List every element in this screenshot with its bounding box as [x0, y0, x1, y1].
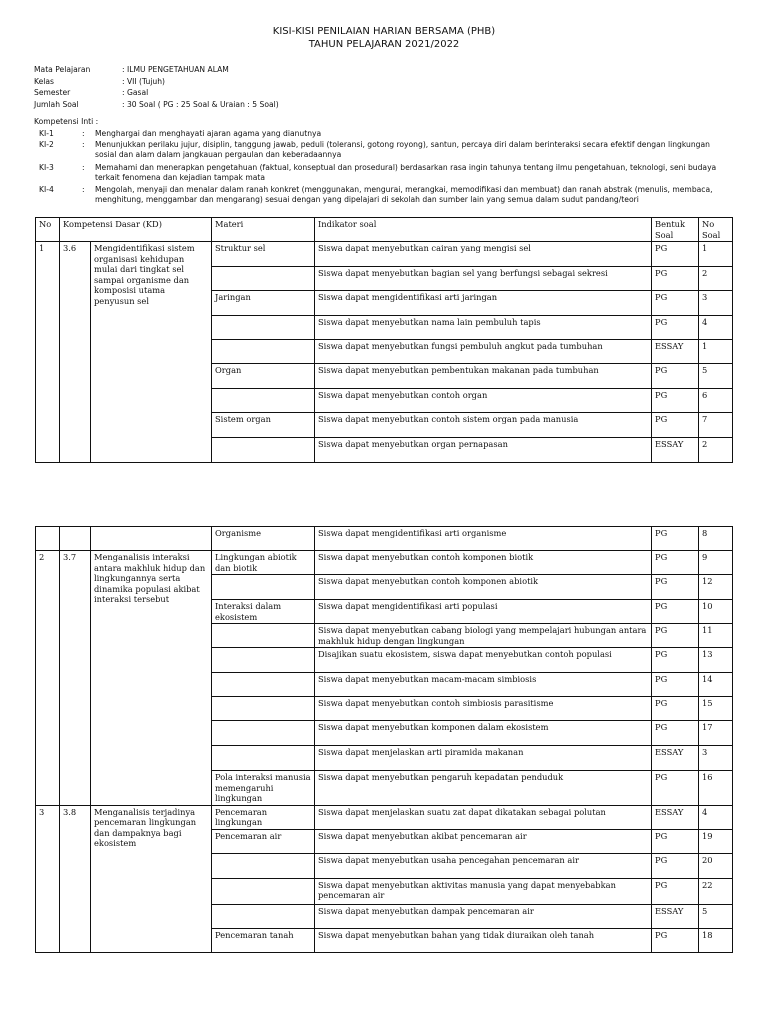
- cell-indikator: Siswa dapat menyebutkan cabang biologi yang mempelajari hubungan antara makhluk hidup dengan lingkungan: [315, 624, 652, 648]
- cell-materi: [212, 648, 315, 673]
- document-subtitle: TAHUN PELAJARAN 2021/2022: [308, 39, 460, 50]
- cell-materi: [212, 316, 315, 340]
- cell-no: 3: [36, 805, 60, 952]
- table-header-row: [36, 218, 733, 242]
- cell-materi: [212, 673, 315, 697]
- cell-indikator: Siswa dapat menyebutkan akibat pencemaran air: [315, 829, 652, 853]
- cell-materi: Pencemaran air: [212, 829, 315, 853]
- meta-value: : 30 Soal ( PG : 25 Soal & Uraian : 5 Soal): [122, 99, 279, 109]
- cell-indikator: Siswa dapat menyebutkan contoh organ: [315, 389, 652, 413]
- cell-materi: [212, 697, 315, 721]
- document-title: KISI-KISI PENILAIAN HARIAN BERSAMA (PHB): [272, 26, 496, 37]
- cell-materi: Pencemaran lingkungan: [212, 805, 315, 829]
- cell-no-soal: 12: [699, 575, 733, 600]
- cell-bentuk-soal: PG: [652, 267, 699, 291]
- header-no-soal: No Soal: [699, 218, 733, 242]
- table-row: [36, 242, 733, 267]
- cell-materi: [212, 853, 315, 878]
- core-competency-item: [34, 140, 734, 162]
- cell-materi: Organ: [212, 364, 315, 389]
- cell-bentuk-soal: PG: [652, 673, 699, 697]
- core-competency-item: [34, 163, 734, 185]
- cell-materi: Lingkungan abiotik dan biotik: [212, 551, 315, 575]
- ki-colon: :: [82, 129, 85, 138]
- cell-materi: [212, 746, 315, 771]
- cell-no-soal: 1: [699, 340, 733, 364]
- header-no: No: [36, 218, 60, 242]
- cell-bentuk-soal: PG: [652, 928, 699, 952]
- cell-bentuk-soal: PG: [652, 829, 699, 853]
- meta-label: Kelas: [34, 76, 54, 86]
- cell-materi: Jaringan: [212, 291, 315, 316]
- cell-materi: [212, 267, 315, 291]
- ki-colon: :: [82, 185, 85, 194]
- cell-no: 2: [36, 551, 60, 806]
- cell-materi: Pencemaran tanah: [212, 928, 315, 952]
- core-competency-heading: Kompetensi Inti :: [34, 117, 99, 126]
- cell-bentuk-soal: PG: [652, 413, 699, 438]
- cell-no-soal: 2: [699, 438, 733, 463]
- cell-bentuk-soal: ESSAY: [652, 438, 699, 463]
- table-row: [36, 805, 733, 829]
- cell-indikator: Siswa dapat menjelaskan suatu zat dapat dikatakan sebagai polutan: [315, 805, 652, 829]
- cell-bentuk-soal: ESSAY: [652, 805, 699, 829]
- cell-no-soal: 6: [699, 389, 733, 413]
- cell-indikator: Siswa dapat menyebutkan pengaruh kepadatan penduduk: [315, 771, 652, 806]
- cell-no-soal: 9: [699, 551, 733, 575]
- cell-bentuk-soal: PG: [652, 364, 699, 389]
- cell-bentuk-soal: PG: [652, 697, 699, 721]
- cell-indikator: Siswa dapat menyebutkan pembentukan makanan pada tumbuhan: [315, 364, 652, 389]
- cell-indikator: Siswa dapat menyebutkan cairan yang mengisi sel: [315, 242, 652, 267]
- meta-value: : ILMU PENGETAHUAN ALAM: [122, 65, 229, 74]
- cell-kd-text: [91, 527, 212, 551]
- ki-code: KI-1: [39, 129, 54, 138]
- cell-no-soal: 13: [699, 648, 733, 673]
- header-materi: Materi: [212, 218, 315, 242]
- cell-materi: [212, 340, 315, 364]
- cell-materi: Sistem organ: [212, 413, 315, 438]
- cell-materi: [212, 878, 315, 904]
- cell-materi: Organisme: [212, 527, 315, 551]
- cell-no-soal: 11: [699, 624, 733, 648]
- cell-bentuk-soal: PG: [652, 721, 699, 746]
- cell-no-soal: 1: [699, 242, 733, 267]
- cell-no-soal: 16: [699, 771, 733, 806]
- cell-indikator: Siswa dapat mengidentifikasi arti organisme: [315, 527, 652, 551]
- cell-indikator: Siswa dapat menyebutkan contoh simbiosis parasitisme: [315, 697, 652, 721]
- cell-no-soal: 5: [699, 364, 733, 389]
- cell-bentuk-soal: ESSAY: [652, 904, 699, 928]
- cell-indikator: Siswa dapat menyebutkan contoh komponen abiotik: [315, 575, 652, 600]
- cell-no: [36, 527, 60, 551]
- ki-colon: :: [82, 163, 85, 172]
- cell-kd-text: Mengidentifikasi sistem organisasi kehidupan mulai dari tingkat sel sampai organisme dan komposisi utama penyusun sel: [91, 242, 212, 463]
- cell-no-soal: 4: [699, 316, 733, 340]
- cell-materi: [212, 575, 315, 600]
- cell-no-soal: 5: [699, 904, 733, 928]
- cell-no-soal: 17: [699, 721, 733, 746]
- header-kd: Kompetensi Dasar (KD): [60, 218, 212, 242]
- cell-kd-text: Menganalisis terjadinya pencemaran lingkungan dan dampaknya bagi ekosistem: [91, 805, 212, 952]
- assessment-grid-table-1: [35, 217, 733, 463]
- cell-bentuk-soal: PG: [652, 648, 699, 673]
- cell-bentuk-soal: PG: [652, 575, 699, 600]
- core-competency-item: [34, 185, 734, 207]
- cell-kd-code: 3.7: [60, 551, 91, 806]
- cell-bentuk-soal: PG: [652, 624, 699, 648]
- ki-text: Menghargai dan menghayati ajaran agama yang dianutnya: [95, 129, 322, 138]
- cell-materi: [212, 624, 315, 648]
- cell-indikator: Siswa dapat menyebutkan contoh komponen biotik: [315, 551, 652, 575]
- cell-indikator: Disajikan suatu ekosistem, siswa dapat menyebutkan contoh populasi: [315, 648, 652, 673]
- cell-kd-text: Menganalisis interaksi antara makhluk hidup dan lingkungannya serta dinamika populasi akibat interaksi tersebut: [91, 551, 212, 806]
- cell-indikator: Siswa dapat menyebutkan usaha pencegahan pencemaran air: [315, 853, 652, 878]
- cell-indikator: Siswa dapat menyebutkan fungsi pembuluh angkut pada tumbuhan: [315, 340, 652, 364]
- ki-text: Mengolah, menyaji dan menalar dalam ranah konkret (menggunakan, mengurai, merangkai, memodifikasi dan membuat) dan ranah abstrak (menulis, membaca, menghitung, menggambar dan mengarang) sesuai dengan yang dipelajari di sekolah dan sumber lain yang semua dalam sudut pandang/teori: [95, 185, 713, 205]
- cell-bentuk-soal: PG: [652, 771, 699, 806]
- cell-indikator: Siswa dapat menyebutkan contoh sistem organ pada manusia: [315, 413, 652, 438]
- table-row: [36, 527, 733, 551]
- cell-bentuk-soal: PG: [652, 878, 699, 904]
- cell-materi: [212, 438, 315, 463]
- cell-no-soal: 4: [699, 805, 733, 829]
- cell-materi: Interaksi dalam ekosistem: [212, 600, 315, 624]
- cell-bentuk-soal: PG: [652, 291, 699, 316]
- cell-bentuk-soal: PG: [652, 600, 699, 624]
- ki-code: KI-3: [39, 163, 54, 172]
- meta-value: : Gasal: [122, 88, 149, 98]
- cell-no-soal: 15: [699, 697, 733, 721]
- cell-no-soal: 3: [699, 746, 733, 771]
- header-bentuk-soal: Bentuk Soal: [652, 218, 699, 242]
- ki-text: Memahami dan menerapkan pengetahuan (faktual, konseptual dan prosedural) berdasarkan rasa ingin tahunya tentang ilmu pengetahuan, teknologi, seni budaya terkait fenomena dan kejadian tampak mata: [95, 163, 717, 183]
- cell-materi: [212, 389, 315, 413]
- meta-label: Mata Pelajaran: [34, 65, 91, 74]
- cell-bentuk-soal: PG: [652, 853, 699, 878]
- cell-no-soal: 19: [699, 829, 733, 853]
- cell-kd-code: 3.6: [60, 242, 91, 463]
- cell-bentuk-soal: PG: [652, 551, 699, 575]
- cell-bentuk-soal: ESSAY: [652, 340, 699, 364]
- ki-text: Menunjukkan perilaku jujur, disiplin, tanggung jawab, peduli (toleransi, gotong royong), santun, percaya diri dalam berinteraksi secara efektif dengan lingkungan sosial dan alam dalam jangkauan pergaulan dan keberadaannya: [95, 140, 710, 160]
- cell-no-soal: 7: [699, 413, 733, 438]
- core-competency-item: [34, 129, 734, 140]
- meta-value: : VII (Tujuh): [122, 76, 166, 86]
- cell-indikator: Siswa dapat mengidentifikasi arti jaringan: [315, 291, 652, 316]
- meta-label: Semester: [34, 88, 71, 98]
- cell-indikator: Siswa dapat menyebutkan nama lain pembuluh tapis: [315, 316, 652, 340]
- cell-no-soal: 22: [699, 878, 733, 904]
- cell-bentuk-soal: PG: [652, 389, 699, 413]
- cell-indikator: Siswa dapat menyebutkan organ pernapasan: [315, 438, 652, 463]
- cell-materi: Struktur sel: [212, 242, 315, 267]
- cell-materi: Pola interaksi manusia memengaruhi lingkungan: [212, 771, 315, 806]
- cell-indikator: Siswa dapat menyebutkan komponen dalam ekosistem: [315, 721, 652, 746]
- table-row: [36, 551, 733, 575]
- cell-bentuk-soal: ESSAY: [652, 746, 699, 771]
- cell-no-soal: 10: [699, 600, 733, 624]
- cell-indikator: Siswa dapat menyebutkan bagian sel yang berfungsi sebagai sekresi: [315, 267, 652, 291]
- ki-colon: :: [82, 140, 85, 149]
- cell-no: 1: [36, 242, 60, 463]
- cell-no-soal: 2: [699, 267, 733, 291]
- cell-materi: [212, 904, 315, 928]
- cell-no-soal: 18: [699, 928, 733, 952]
- cell-kd-code: 3.8: [60, 805, 91, 952]
- ki-code: KI-4: [39, 185, 54, 194]
- cell-indikator: Siswa dapat menyebutkan bahan yang tidak diuraikan oleh tanah: [315, 928, 652, 952]
- cell-indikator: Siswa dapat menyebutkan dampak pencemaran air: [315, 904, 652, 928]
- ki-code: KI-2: [39, 140, 54, 149]
- cell-no-soal: 14: [699, 673, 733, 697]
- cell-materi: [212, 721, 315, 746]
- cell-no-soal: 8: [699, 527, 733, 551]
- meta-label: Jumlah Soal: [34, 99, 79, 109]
- cell-bentuk-soal: PG: [652, 527, 699, 551]
- assessment-grid-table-2: [35, 526, 733, 953]
- cell-indikator: Siswa dapat menyebutkan macam-macam simbiosis: [315, 673, 652, 697]
- cell-kd-code: [60, 527, 91, 551]
- cell-indikator: Siswa dapat menyebutkan aktivitas manusia yang dapat menyebabkan pencemaran air: [315, 878, 652, 904]
- cell-bentuk-soal: PG: [652, 242, 699, 267]
- cell-indikator: Siswa dapat mengidentifikasi arti populasi: [315, 600, 652, 624]
- cell-no-soal: 20: [699, 853, 733, 878]
- cell-bentuk-soal: PG: [652, 316, 699, 340]
- cell-no-soal: 3: [699, 291, 733, 316]
- cell-indikator: Siswa dapat menjelaskan arti piramida makanan: [315, 746, 652, 771]
- header-indikator: Indikator soal: [315, 218, 652, 242]
